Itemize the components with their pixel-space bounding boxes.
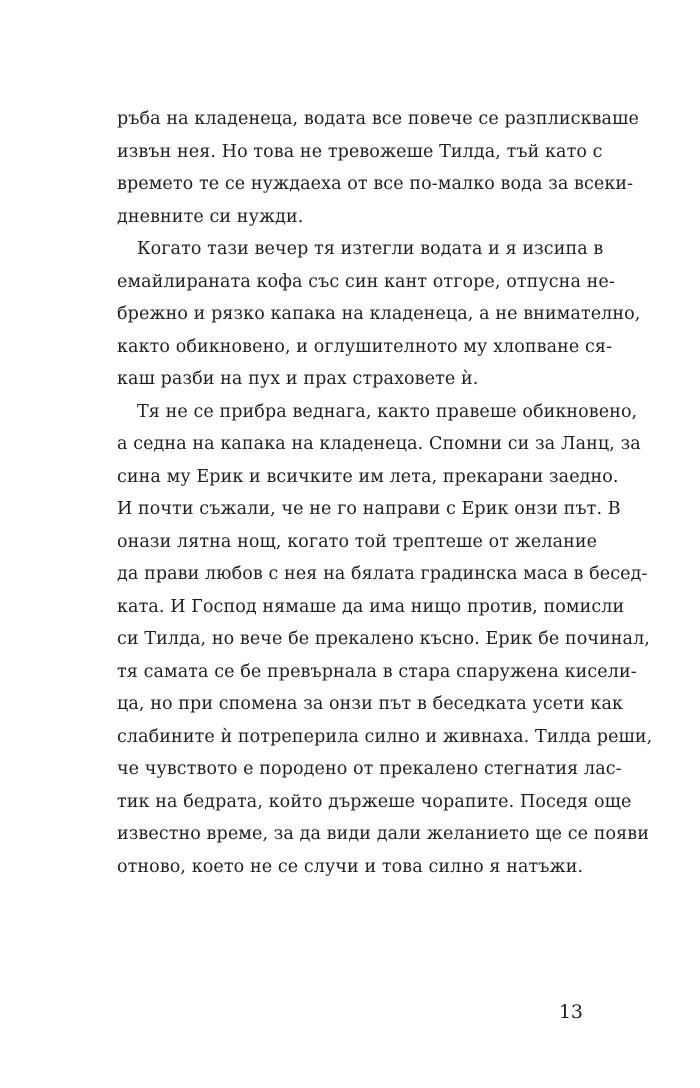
text-line: онази лятна нощ, когато той трептеше от желание (117, 531, 598, 552)
text-line: както обикновено, и оглушителното му хлопване ся- (117, 336, 613, 357)
text-line: отново, което не се случи и това силно я натъжи. (117, 856, 584, 877)
text-line: ръба на кладенеца, водата все повече се разплискваше (117, 109, 639, 129)
text-line: И почти съжали, че не го направи с Ерик онзи път. В (117, 499, 621, 519)
text-line: да прави любов с нея на бялата градинска маса в бесед- (117, 564, 648, 584)
text-line: емайлираната кофа със син кант отгоре, отпусна не- (117, 271, 615, 292)
text-line: ката. И Господ нямаше да има нищо против, помисли (117, 596, 625, 617)
text-line: тик на бедрата, който държеше чорапите. Поседя още (117, 791, 632, 812)
text-line: каш разби на пух и прах страховете ѝ. (117, 369, 479, 389)
page-number: 13 (558, 1001, 583, 1023)
text-line: че чувството е породено от прекалено стегнатия лас- (117, 759, 622, 779)
text-line: известно време, за да види дали желанието ще се появи (117, 824, 649, 844)
text-line: Тя не се прибра веднага, както правеше обикновено, (137, 401, 638, 422)
text-line: дневните си нужди. (117, 206, 304, 227)
text-line: а седна на капака на кладенеца. Спомни си за Ланц, за (117, 434, 641, 454)
text-line: ца, но при спомена за онзи път в беседката усети как (117, 694, 624, 714)
text-line: времето те се нуждаеха от все по-малко вода за всеки- (117, 174, 634, 194)
text-line: Когато тази вечер тя изтегли водата и я изсипа в (137, 239, 604, 259)
text-line: извън нея. Но това не тревожеше Тилда, тъй като с (117, 141, 603, 162)
text-line: си Тилда, но вече бе прекалено късно. Ерик бе починал, (117, 629, 650, 649)
text-line: сина му Ерик и всичките им лета, прекарани заедно. (117, 466, 619, 487)
text-line: тя самата се бе превърнала в стара спаружена кисели- (117, 661, 637, 682)
text-line: слабините ѝ потреперила силно и живнаха. Тилда реши, (117, 726, 653, 747)
text-line: брежно и рязко капака на кладенеца, а не внимателно, (117, 304, 641, 324)
body-text (117, 103, 653, 883)
